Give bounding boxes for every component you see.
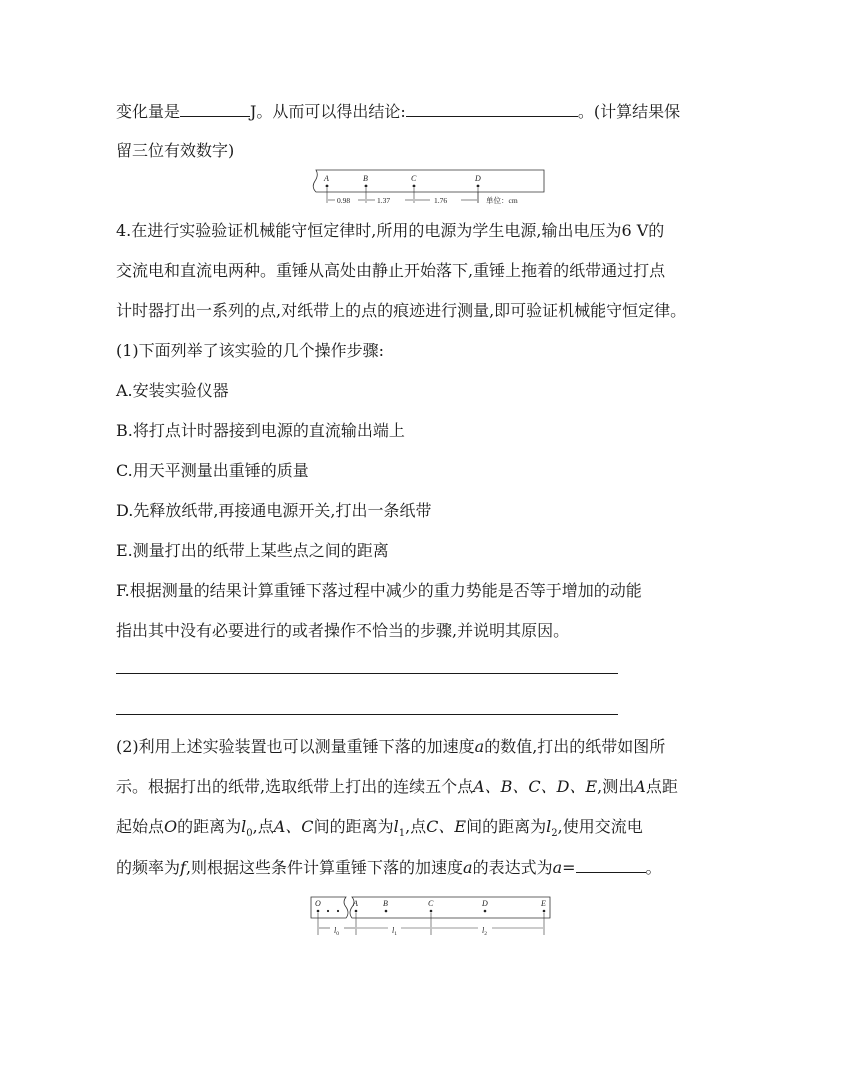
label-D: D (482, 899, 488, 908)
text: 起始点 (116, 817, 165, 836)
answer-line-1[interactable] (116, 673, 618, 674)
option-f: F.根据测量的结果计算重锤下落过程中减少的重力势能是否等于增加的动能 (116, 581, 642, 600)
text: 。 (645, 858, 662, 877)
text: ,点 (252, 817, 274, 836)
text: ,使用交流电 (557, 817, 643, 836)
label-D: D (475, 174, 481, 183)
label-O: O (315, 899, 321, 908)
option-d: D.先释放纸带,再接通电源开关,打出一条纸带 (116, 501, 432, 520)
text: 的频率为 (116, 858, 181, 877)
var-l2: l (546, 817, 552, 836)
var-f: f (180, 858, 186, 877)
text: 间的距离为 (313, 817, 394, 836)
seg-l1 (392, 926, 397, 937)
q4-sub-2-line-3 (116, 817, 643, 844)
seg-l1-letter: l (392, 926, 395, 935)
var-CE: C、E (426, 817, 467, 836)
var-a: a (463, 858, 473, 877)
var-a: a (474, 737, 485, 756)
label-C: C (411, 174, 417, 183)
option-a: A.安装实验仪器 (116, 381, 229, 400)
dist-CD: 1.76 (434, 196, 448, 205)
text: 的距离为 (177, 817, 242, 836)
text: 变化量是 (116, 102, 181, 121)
point-E (543, 910, 546, 913)
text: ,点 (405, 817, 427, 836)
answer-blank[interactable] (576, 857, 646, 873)
option-b: B.将打点计时器接到电源的直流输出端上 (116, 421, 405, 440)
answer-blank[interactable] (180, 101, 250, 117)
q4-sub-2-line-2 (116, 777, 678, 797)
var-l0: l (241, 817, 247, 836)
seg-l0-sub: 0 (336, 931, 339, 937)
var-A: A (634, 777, 646, 796)
dist-AB: 0.98 (337, 196, 351, 205)
answer-blank[interactable] (406, 101, 578, 117)
label-A: A (324, 174, 329, 183)
var-a-eq: a= (552, 858, 576, 877)
label-E: E (541, 899, 546, 908)
point-C (413, 185, 416, 188)
var-l1: l (393, 817, 399, 836)
point-O (317, 910, 320, 913)
dist-BC: 1.37 (377, 196, 391, 205)
instruction: 指出其中没有必要进行的或者操作不恰当的步骤,并说明其原因。 (116, 621, 570, 640)
intro-line-2: 留三位有效数字) (116, 141, 235, 160)
sub-1: 1 (398, 828, 406, 840)
q4-sub-2-line-1 (116, 737, 665, 757)
tape2-points (317, 910, 546, 913)
point-B (365, 185, 368, 188)
label-A: A (353, 899, 358, 908)
option-c: C.用天平测量出重锤的质量 (116, 461, 309, 480)
seg-l2-letter: l (482, 926, 485, 935)
text: 的表达式为 (472, 858, 553, 877)
answer-line-2[interactable] (116, 714, 618, 715)
seg-l0-letter: l (334, 926, 337, 935)
sub-2: 2 (551, 828, 558, 840)
label-B: B (363, 174, 368, 183)
unit-label: 单位：cm (486, 196, 518, 205)
label-C: C (428, 899, 434, 908)
point-small-1 (327, 910, 329, 912)
text: ,测出 (597, 777, 635, 796)
text: 间的距离为 (466, 817, 547, 836)
point-A (355, 910, 358, 913)
point-B (385, 910, 388, 913)
sub-0: 0 (246, 828, 253, 840)
seg-l2-sub: 2 (484, 931, 487, 937)
point-C (430, 910, 433, 913)
point-A (326, 185, 329, 188)
text: ,则根据这些条件计算重锤下落的加速度 (185, 858, 464, 877)
text: 。(计算结果保 (577, 102, 681, 121)
q4-line-1: 4.在进行实验验证机械能守恒定律时,所用的电源为学生电源,输出电压为6 V的 (116, 221, 665, 240)
text: 点距 (645, 777, 678, 796)
q4-line-3: 计时器打出一系列的点,对纸带上的点的痕迹进行测量,即可验证机械能守恒定律。 (116, 301, 687, 320)
q4-sub-1: (1)下面列举了该实验的几个操作步骤: (116, 341, 385, 360)
var-AC: A、C (273, 817, 314, 836)
seg-l1-sub: 1 (394, 931, 397, 937)
point-list: A、B、C、D、E (473, 777, 598, 796)
option-e: E.测量打出的纸带上某些点之间的距离 (116, 541, 389, 560)
point-D (484, 910, 487, 913)
intro-line-1 (116, 101, 680, 122)
seg-l0 (334, 926, 339, 937)
point-D (477, 185, 480, 188)
label-B: B (383, 899, 388, 908)
seg-l2 (482, 926, 487, 937)
var-O: O (164, 817, 178, 836)
q4-sub-2-line-4 (116, 857, 662, 878)
text: J。从而可以得出结论: (250, 102, 406, 121)
point-small-2 (337, 910, 339, 912)
text: 示。根据打出的纸带,选取纸带上打出的连续五个点 (116, 777, 474, 796)
text: 的数值,打出的纸带如图所 (484, 737, 666, 756)
tape-figure-2 (308, 895, 558, 939)
q4-line-2: 交流电和直流电两种。重锤从高处由静止开始落下,重锤上拖着的纸带通过打点 (116, 261, 666, 280)
tape1-points (326, 185, 480, 188)
tape-figure-1 (308, 168, 548, 208)
text: (2)利用上述实验装置也可以测量重锤下落的加速度 (116, 737, 475, 756)
